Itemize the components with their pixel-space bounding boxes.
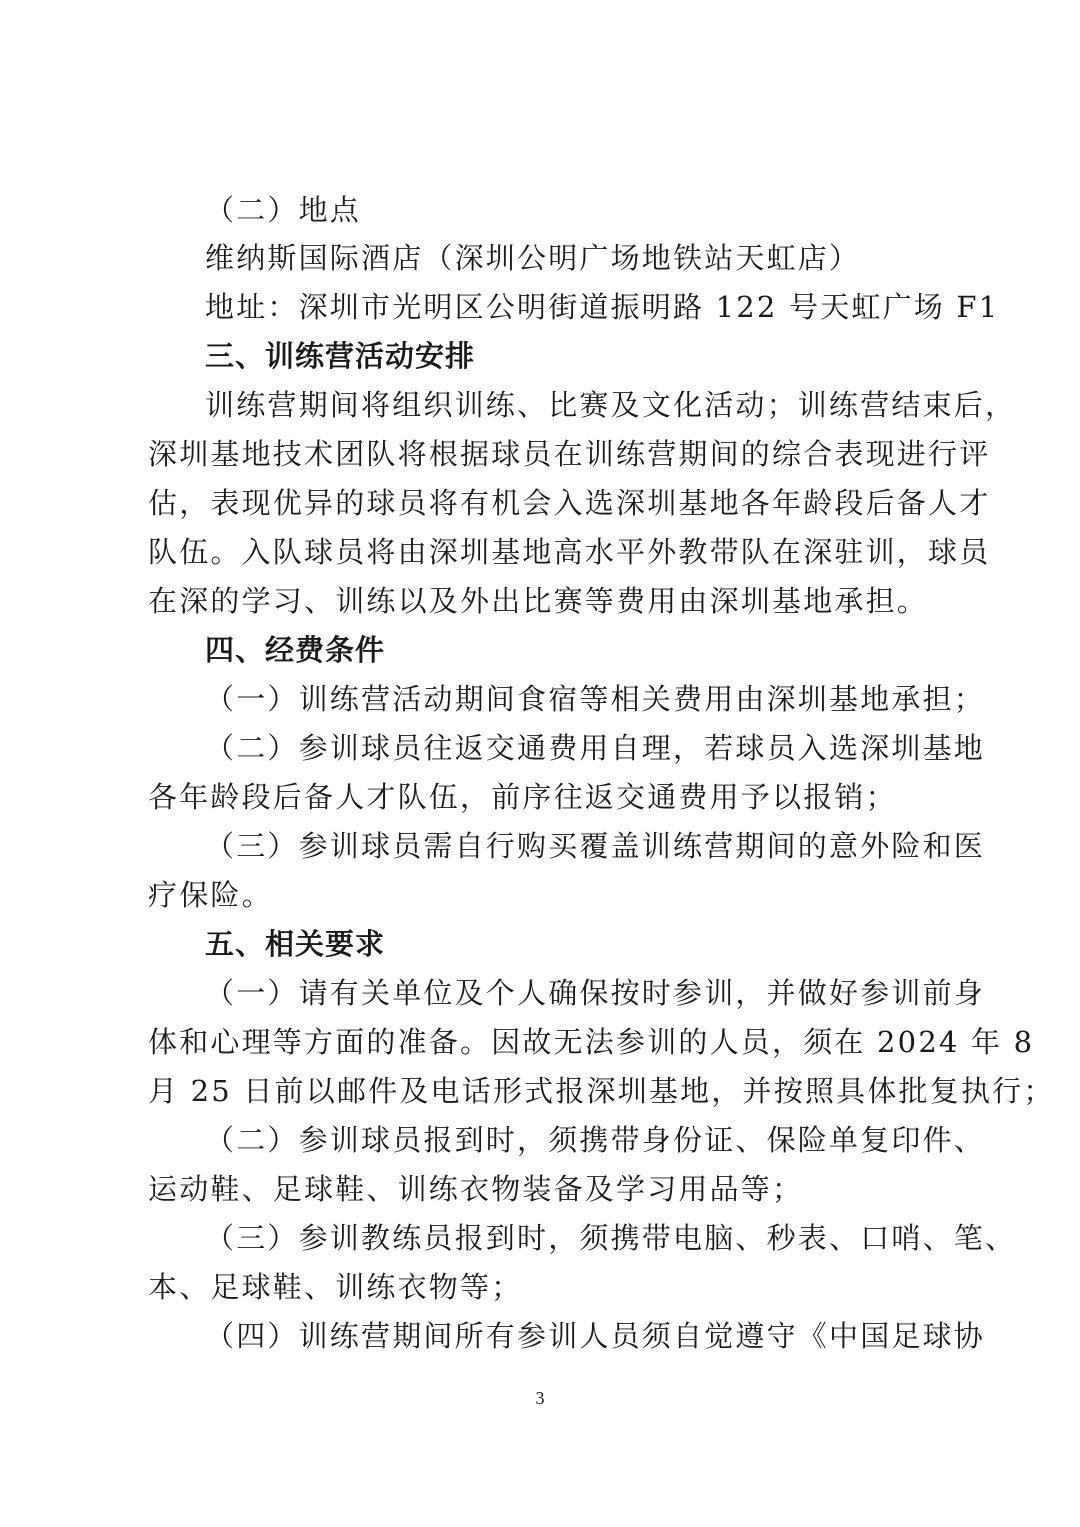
heading-requirements: 五、相关要求 bbox=[205, 927, 386, 961]
venue-name: 维纳斯国际酒店（深圳公明广场地铁站天虹店） bbox=[205, 241, 861, 275]
paragraph-line: 估，表现优异的球员将有机会入选深圳基地各年龄段后备人才 bbox=[148, 486, 991, 520]
paragraph-line: 深圳基地技术团队将根据球员在训练营期间的综合表现进行评 bbox=[148, 437, 991, 471]
paragraph-line: 疗保险。 bbox=[148, 878, 273, 912]
paragraph-line: 运动鞋、足球鞋、训练衣物装备及学习用品等； bbox=[148, 1172, 804, 1206]
paragraph-line: （四）训练营期间所有参训人员须自觉遵守《中国足球协 bbox=[205, 1319, 986, 1353]
paragraph-line: 在深的学习、训练以及外出比赛等费用由深圳基地承担。 bbox=[148, 584, 929, 618]
paragraph-line: （二）参训球员往返交通费用自理，若球员入选深圳基地 bbox=[205, 731, 986, 765]
paragraph-line: （二）参训球员报到时，须携带身份证、保险单复印件、 bbox=[205, 1123, 986, 1157]
page-number: 3 bbox=[535, 1388, 545, 1408]
section-subheading-location: （二）地点 bbox=[205, 193, 362, 227]
heading-camp-activities: 三、训练营活动安排 bbox=[205, 339, 476, 373]
paragraph-line: （三）参训教练员报到时，须携带电脑、秒表、口哨、笔、 bbox=[205, 1221, 1017, 1255]
paragraph-line: （一）请有关单位及个人确保按时参训，并做好参训前身 bbox=[205, 976, 986, 1010]
paragraph-line: 训练营期间将组织训练、比赛及文化活动；训练营结束后， bbox=[205, 388, 1017, 422]
paragraph-line: （一）训练营活动期间食宿等相关费用由深圳基地承担； bbox=[205, 682, 986, 716]
heading-funding: 四、经费条件 bbox=[205, 633, 386, 667]
paragraph-line: （三）参训球员需自行购买覆盖训练营期间的意外险和医 bbox=[205, 829, 986, 863]
paragraph-line: 月 25 日前以邮件及电话形式报深圳基地，并按照具体批复执行； bbox=[148, 1074, 1055, 1108]
paragraph-line: 队伍。入队球员将由深圳基地高水平外教带队在深驻训，球员 bbox=[148, 535, 991, 569]
paragraph-line: 本、足球鞋、训练衣物等； bbox=[148, 1270, 523, 1304]
paragraph-line: 各年龄段后备人才队伍，前序往返交通费用予以报销； bbox=[148, 780, 897, 814]
paragraph-line: 体和心理等方面的准备。因故无法参训的人员，须在 2024 年 8 bbox=[148, 1025, 1035, 1059]
venue-address: 地址：深圳市光明区公明街道振明路 122 号天虹广场 F1 bbox=[205, 290, 1000, 324]
